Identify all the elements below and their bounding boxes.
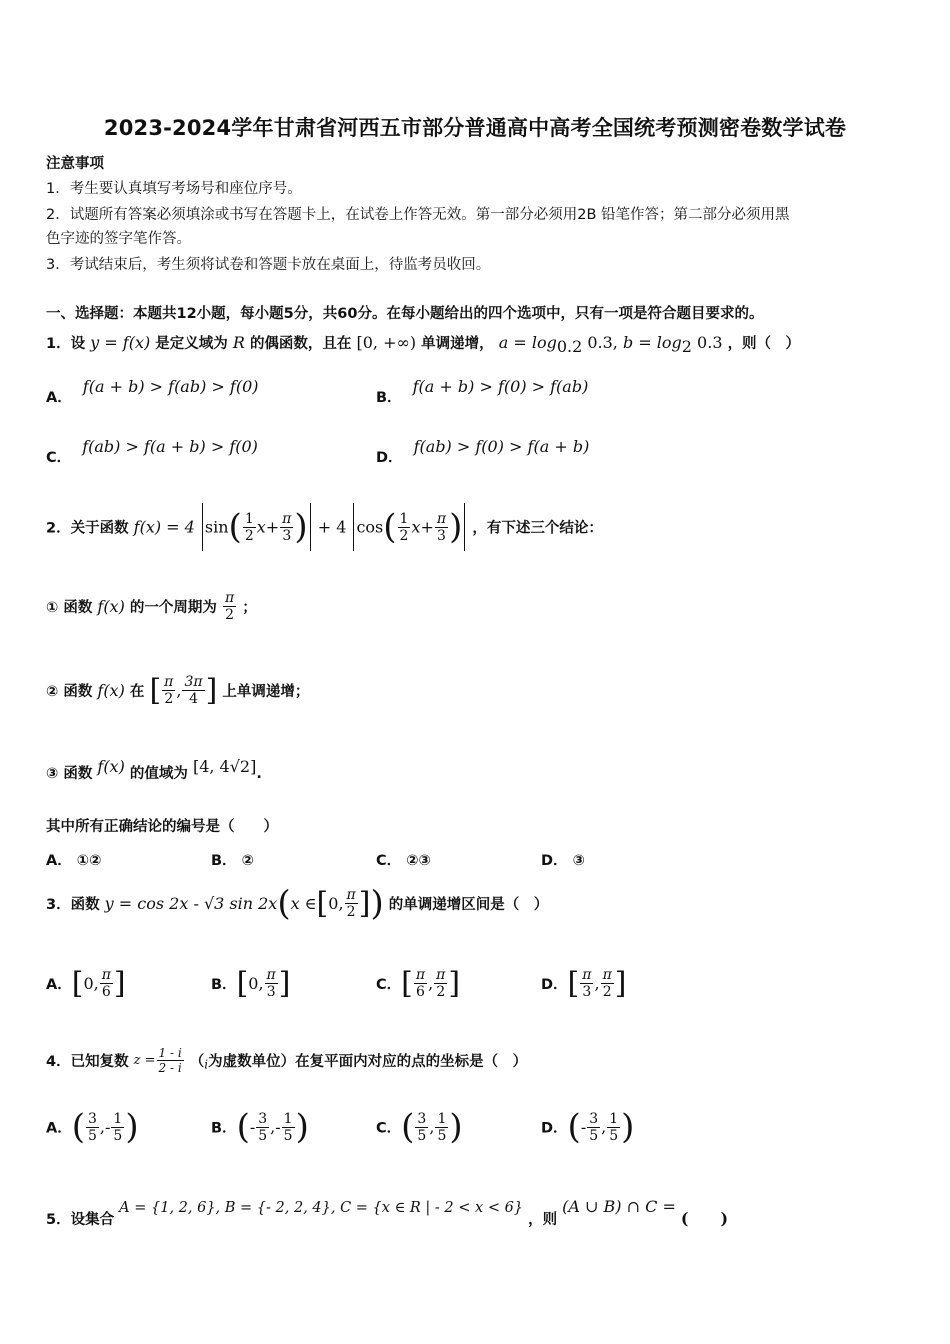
fraction — [265, 967, 278, 1000]
fraction — [415, 1111, 428, 1144]
q2-option-d[interactable] — [541, 849, 585, 870]
option-label: D． — [541, 1120, 568, 1137]
question-4 — [46, 1046, 527, 1075]
frac-num: 3π — [184, 674, 203, 690]
bracket: ] — [113, 966, 126, 1001]
question-text: （ — [189, 1054, 205, 1070]
math-expr: f(x) = 4 — [133, 517, 195, 537]
frac-num: π — [266, 967, 276, 983]
question-3 — [46, 883, 549, 924]
q2-conclusion-3 — [46, 757, 262, 783]
frac-den: 5 — [283, 1127, 293, 1144]
frac-den: 2 — [602, 984, 612, 1000]
abs-bar — [464, 503, 465, 551]
comma: , — [270, 1117, 276, 1137]
fraction — [414, 967, 427, 1000]
option-expr: f(ab) > f(0) > f(a + b) — [413, 437, 590, 456]
option-label: B． — [211, 1120, 237, 1137]
bracket: ] — [278, 966, 291, 1001]
option-label: C． — [376, 853, 402, 869]
frac-num: 1 - i — [158, 1046, 182, 1060]
question-text: 的偶函数，且在 — [249, 336, 352, 352]
option-expr: f(a + b) > f(0) > f(ab) — [412, 377, 589, 396]
q4-option-a[interactable] — [46, 1107, 139, 1147]
question-5 — [46, 1194, 729, 1228]
frac-den: 2 - i — [158, 1061, 182, 1075]
frac-den: 6 — [101, 984, 111, 1000]
conclusion-text: . — [256, 766, 262, 782]
option-label: B． — [376, 390, 402, 406]
comma: , — [594, 974, 600, 993]
q4-option-d[interactable] — [541, 1107, 635, 1147]
question-2 — [46, 503, 603, 551]
math-sign: - — [105, 1117, 111, 1137]
option-text: ②③ — [406, 853, 431, 869]
q1-option-c[interactable] — [46, 437, 258, 467]
math-expr: + — [265, 517, 280, 537]
comma: , — [99, 1117, 106, 1137]
math-sign: - — [580, 1117, 587, 1137]
math-expr: f(x) — [97, 681, 125, 700]
frac-den: 3 — [582, 984, 592, 1000]
math-expr: f(x) — [97, 757, 125, 776]
frac-den: 5 — [437, 1127, 447, 1144]
frac-den: 2 — [399, 527, 409, 544]
math-expr: y = cos 2x - √3 sin 2x — [104, 894, 278, 913]
fraction — [398, 511, 411, 544]
fraction — [256, 1111, 269, 1144]
frac-num: π — [436, 510, 447, 527]
q2-ask: 其中所有正确结论的编号是（ ） — [46, 819, 278, 835]
math-expr: f(x) — [97, 597, 125, 616]
frac-num: 1 — [244, 510, 254, 527]
comma: , — [176, 681, 182, 700]
option-expr: f(a + b) > f(ab) > f(0) — [82, 377, 259, 396]
math-expr: sin — [204, 517, 229, 537]
frac-den: 3 — [266, 984, 276, 1000]
math-expr: [0, +∞) — [356, 333, 417, 352]
frac-num: 3 — [589, 1110, 599, 1127]
q4-option-c[interactable] — [376, 1107, 463, 1147]
frac-num: 1 — [609, 1110, 619, 1127]
question-text: ( ) — [680, 1209, 729, 1228]
frac-num: π — [282, 510, 292, 527]
q2-conclusion-1 — [46, 590, 257, 623]
math-expr: i — [204, 1057, 209, 1072]
conclusion-text: 在 — [129, 684, 145, 700]
question-number: 4．已知复数 — [46, 1054, 129, 1070]
fraction — [607, 1111, 620, 1144]
math-expr: + 4 — [317, 517, 347, 537]
bracket: [ — [149, 673, 162, 708]
paren: ) — [125, 1107, 139, 1147]
option-label: D． — [541, 853, 568, 869]
bracket: ] — [614, 966, 627, 1001]
bracket: [ — [71, 966, 84, 1001]
paren: ( — [383, 507, 397, 547]
frac-num: π — [101, 967, 111, 983]
frac-den: 4 — [189, 691, 198, 707]
fraction — [587, 1111, 600, 1144]
notice-heading: 注意事项 — [46, 156, 104, 172]
conclusion-text: ① 函数 — [46, 600, 93, 616]
frac-num: 1 — [399, 510, 409, 527]
frac-den: 2 — [436, 984, 446, 1000]
option-label: D． — [541, 977, 568, 993]
frac-num: π — [415, 967, 426, 983]
math-sub: 2 — [681, 336, 692, 356]
paren: ( — [567, 1107, 581, 1147]
question-text: 为虚数单位）在复平面内对应的点的坐标是（ ） — [208, 1054, 528, 1070]
math-expr: x — [411, 517, 421, 537]
bracket: ] — [205, 673, 218, 708]
math-expr: 0.3, — [582, 333, 623, 352]
q2-conclusion-2 — [46, 673, 309, 708]
bracket: [ — [236, 966, 249, 1001]
conclusion-text: 上单调递增； — [222, 684, 310, 700]
comma: , — [428, 974, 434, 993]
comma: , — [429, 1117, 435, 1137]
math-expr: [4, 4√2] — [192, 757, 257, 776]
option-text: ② — [241, 853, 254, 869]
paren: ( — [277, 883, 291, 924]
math-expr: y = f(x) — [90, 333, 151, 352]
frac-den: 2 — [346, 904, 356, 920]
option-text: ①② — [76, 853, 102, 869]
option-label: A． — [46, 390, 72, 406]
math-sign: - — [275, 1117, 281, 1137]
conclusion-text: 的值域为 — [129, 766, 188, 782]
q3-option-c[interactable] — [376, 966, 460, 1001]
frac-den: 2 — [225, 607, 235, 623]
question-number: 1．设 — [46, 336, 86, 352]
math-expr: (A ∪ B) ∩ C = — [562, 1197, 676, 1216]
question-number: 2．关于函数 — [46, 520, 129, 537]
conclusion-text: ② 函数 — [46, 684, 93, 700]
paren: ) — [449, 1107, 463, 1147]
math-expr: x — [256, 517, 266, 537]
math-expr: R — [232, 333, 245, 352]
frac-num: π — [224, 590, 235, 606]
frac-den: 2 — [164, 691, 174, 707]
q3-option-b[interactable] — [211, 966, 290, 1001]
frac-den: 5 — [113, 1127, 123, 1144]
fraction — [162, 674, 175, 707]
frac-num: π — [164, 674, 174, 690]
frac-den: 5 — [589, 1127, 599, 1144]
frac-den: 5 — [88, 1127, 97, 1144]
frac-den: 3 — [282, 527, 292, 544]
q1-option-a[interactable] — [46, 377, 259, 407]
paren: ( — [401, 1107, 415, 1147]
q4-option-b[interactable] — [211, 1107, 309, 1147]
math-expr: 0, — [83, 974, 99, 993]
option-label: C． — [376, 977, 402, 993]
frac-num: 1 — [113, 1110, 123, 1127]
paren: ( — [236, 1107, 250, 1147]
comma: , — [601, 1117, 607, 1137]
question-text: ，则 — [528, 1212, 558, 1228]
q3-option-a[interactable] — [46, 966, 126, 1001]
question-text: 是定义域为 — [155, 336, 228, 352]
math-expr: b = log — [622, 333, 682, 352]
math-expr: 0, — [248, 974, 264, 993]
frac-den: 2 — [244, 527, 254, 544]
q2-option-a[interactable] — [46, 849, 101, 870]
math-expr: A = {1, 2, 6}, B = {- 2, 2, 4}, C = {x ∈ R | - 2 < x < 6} — [119, 1200, 524, 1216]
q2-option-c[interactable] — [376, 849, 431, 870]
math-expr: + — [420, 517, 434, 537]
notice-item: 色字迹的签字笔作答。 — [46, 231, 191, 247]
frac-den: 5 — [258, 1127, 268, 1144]
math-sub: 0.2 — [556, 336, 583, 356]
fraction — [282, 1111, 295, 1144]
paren: ( — [71, 1107, 85, 1147]
paren: ) — [621, 1107, 635, 1147]
abs-bar — [202, 503, 203, 551]
option-label: B． — [211, 853, 237, 869]
question-text: ，有下述三个结论： — [472, 520, 603, 537]
fraction — [243, 511, 256, 544]
section-heading: 一、选择题：本题共12小题，每小题5分，共60分。在每小题给出的四个选项中，只有一项是符合题目要求的。 — [46, 306, 764, 322]
option-label: A． — [46, 1120, 72, 1137]
frac-den: 5 — [417, 1127, 427, 1144]
fraction — [601, 967, 614, 1000]
frac-num: π — [602, 967, 612, 983]
math-expr: z = — [133, 1053, 156, 1068]
fraction — [435, 511, 448, 544]
bracket: ] — [358, 886, 371, 921]
question-text: ，则（ ） — [727, 336, 801, 352]
paren: ) — [449, 507, 463, 547]
math-expr: cos — [356, 517, 384, 537]
page-title: 2023-2024学年甘肃省河西五市部分普通高中高考全国统考预测密卷数学试卷 — [103, 116, 847, 140]
fraction — [182, 674, 204, 707]
option-label: D． — [376, 450, 403, 466]
bracket: ] — [448, 966, 461, 1001]
bracket: [ — [567, 966, 580, 1001]
abs-bar — [310, 503, 311, 551]
frac-num: π — [436, 967, 446, 983]
fraction — [86, 1111, 99, 1144]
frac-num: 1 — [283, 1110, 293, 1127]
question-number: 3．函数 — [46, 897, 100, 913]
frac-den: 5 — [609, 1127, 619, 1144]
q1-option-b[interactable] — [376, 377, 589, 407]
question-text: 单调递增， — [421, 336, 494, 352]
option-label: A． — [46, 853, 72, 869]
fraction — [280, 511, 293, 544]
math-expr: a = log — [498, 333, 557, 352]
paren: ) — [295, 1107, 309, 1147]
notice-item: 3．考试结束后，考生须将试卷和答题卡放在桌面上，待监考员收回。 — [46, 257, 491, 273]
q2-option-b[interactable] — [211, 849, 254, 870]
paren: ) — [294, 507, 308, 547]
bracket: [ — [316, 886, 329, 921]
paren: ) — [370, 883, 384, 924]
bracket: [ — [401, 966, 413, 1001]
conclusion-text: ； — [242, 600, 257, 616]
question-text: 的单调递增区间是（ ） — [388, 897, 549, 913]
option-label: C． — [376, 1120, 402, 1137]
frac-num: π — [582, 967, 592, 983]
fraction — [435, 1111, 448, 1144]
fraction — [345, 887, 358, 920]
abs-bar — [353, 503, 354, 551]
frac-num: 3 — [417, 1110, 427, 1127]
frac-den: 3 — [437, 527, 446, 544]
frac-num: 3 — [88, 1110, 97, 1127]
question-number: 5．设集合 — [46, 1212, 115, 1228]
fraction — [434, 967, 447, 1000]
option-expr: f(ab) > f(a + b) > f(0) — [82, 437, 258, 456]
math-expr: 0.3 — [691, 333, 723, 352]
question-1 — [46, 332, 800, 356]
paren: ( — [228, 507, 242, 547]
frac-num: π — [346, 887, 356, 903]
conclusion-text: 的一个周期为 — [129, 600, 217, 616]
notice-item: 2．试题所有答案必须填涂或书写在答题卡上，在试卷上作答无效。第一部分必须用2B 铅笔作答；第二部分必须用黑 — [46, 207, 790, 223]
option-label: C． — [46, 450, 72, 466]
q1-option-d[interactable] — [376, 437, 590, 467]
notice-item: 1．考生要认真填写考场号和座位序号。 — [46, 181, 302, 197]
math-sign: - — [249, 1117, 256, 1137]
fraction — [111, 1111, 124, 1144]
math-expr: x ∈ — [290, 894, 317, 913]
q3-option-d[interactable] — [541, 966, 626, 1001]
fraction — [157, 1046, 184, 1075]
option-text: ③ — [572, 853, 585, 869]
frac-num: 3 — [258, 1110, 268, 1127]
fraction — [100, 967, 113, 1000]
option-label: B． — [211, 977, 237, 993]
conclusion-text: ③ 函数 — [46, 766, 93, 782]
frac-den: 6 — [416, 984, 425, 1000]
math-expr: 0, — [328, 894, 344, 913]
fraction — [223, 590, 236, 623]
fraction — [580, 967, 593, 1000]
frac-num: 1 — [437, 1110, 447, 1127]
option-label: A． — [46, 977, 72, 993]
